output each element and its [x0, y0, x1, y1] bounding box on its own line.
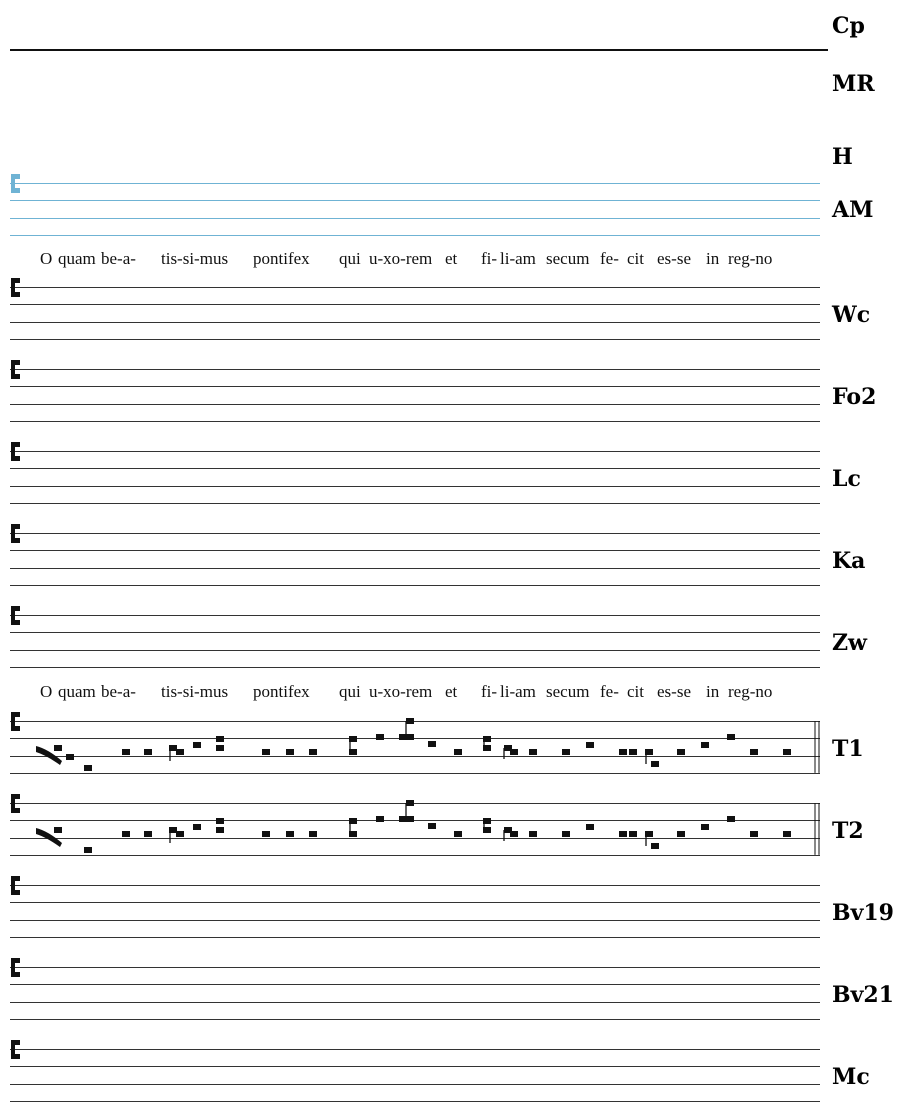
c-clef-icon [15, 876, 20, 881]
lyric-syllable: es-se [657, 682, 691, 701]
neume-note [144, 831, 152, 837]
c-clef-icon [15, 442, 20, 447]
siglum-zw[interactable]: Zw [832, 630, 867, 656]
c-clef-icon [11, 712, 15, 731]
neume-note [216, 827, 224, 833]
siglum-ka[interactable]: Ka [832, 548, 866, 574]
neume-note [677, 831, 685, 837]
lyric-syllable: cit [627, 682, 644, 701]
lyric-syllable: qui [339, 682, 361, 701]
lyric-syllable: pontifex [253, 682, 310, 701]
neume-note [529, 749, 537, 755]
neume-note [677, 749, 685, 755]
c-clef-icon [11, 278, 15, 297]
neume-note [84, 765, 92, 771]
neume-note [193, 742, 201, 748]
neume-note [216, 736, 224, 742]
c-clef-icon [15, 808, 20, 813]
siglum-t1[interactable]: T1 [832, 736, 864, 762]
neume-note [701, 742, 709, 748]
lyric-syllable: fi- [481, 682, 498, 701]
lyric-syllable: et [445, 249, 458, 268]
c-clef-icon [15, 712, 20, 717]
c-clef-icon [15, 360, 20, 365]
neume-note [144, 749, 152, 755]
c-clef-icon [15, 538, 20, 543]
neume-note [406, 800, 414, 806]
neume-note [309, 831, 317, 837]
lyric-syllable: quam [58, 682, 96, 701]
neume-note [586, 824, 594, 830]
c-clef-icon [15, 278, 20, 283]
lyric-syllable: tis-si-mus [161, 682, 229, 701]
neume-note [376, 734, 384, 740]
c-clef-icon [15, 972, 20, 977]
c-clef-icon [15, 890, 20, 895]
lyric-syllable: fe- [600, 249, 619, 268]
lyric-syllable: fi- [481, 249, 498, 268]
neume-note [454, 831, 462, 837]
neume-note [376, 816, 384, 822]
lyric-syllable: O [40, 682, 53, 701]
neume-note [216, 818, 224, 824]
neume-note [529, 831, 537, 837]
neume-note [510, 749, 518, 755]
lyric-syllable: et [445, 682, 458, 701]
c-clef-icon [11, 442, 15, 461]
neume-note [66, 754, 74, 760]
neume-note [629, 749, 637, 755]
c-clef-icon [11, 360, 15, 379]
neume-note [54, 827, 62, 833]
c-clef-icon [15, 374, 20, 379]
neume-note [727, 816, 735, 822]
neume-note [176, 749, 184, 755]
lyric-syllable: fe- [600, 682, 619, 701]
neume-note [783, 749, 791, 755]
neume-note [619, 749, 627, 755]
lyric-syllable: pontifex [253, 249, 310, 268]
siglum-t2[interactable]: T2 [832, 818, 864, 844]
neume-note [406, 734, 414, 740]
neume-note [562, 749, 570, 755]
c-clef-icon [11, 524, 15, 543]
c-clef-icon [15, 1054, 20, 1059]
lyric-syllable: be-a- [101, 682, 136, 701]
lyric-syllable: cit [627, 249, 644, 268]
lyric-syllable: quam [58, 249, 96, 268]
c-clef-icon [15, 174, 20, 179]
lyric-syllable: secum [546, 249, 590, 268]
neume-note [406, 816, 414, 822]
neume-note [454, 749, 462, 755]
lyric-syllable: u-xo-rem [369, 249, 433, 268]
c-clef-icon [15, 606, 20, 611]
lyric-syllable: in [706, 682, 720, 701]
neume-note [562, 831, 570, 837]
c-clef-icon [15, 524, 20, 529]
lyric-syllable: qui [339, 249, 361, 268]
neume-note [651, 761, 659, 767]
c-clef-icon [11, 876, 15, 895]
siglum-cp[interactable]: Cp [832, 13, 865, 39]
lyric-syllable: u-xo-rem [369, 682, 433, 701]
lyric-syllable: O [40, 249, 53, 268]
siglum-mr[interactable]: MR [832, 71, 875, 97]
neume-note [783, 831, 791, 837]
c-clef-icon [11, 606, 15, 625]
lyric-syllable: secum [546, 682, 590, 701]
neume-note [262, 831, 270, 837]
neume-note [619, 831, 627, 837]
c-clef-icon [11, 174, 15, 193]
siglum-wc[interactable]: Wc [832, 302, 871, 328]
neume-note [216, 745, 224, 751]
neume-note [651, 843, 659, 849]
neume-note [84, 847, 92, 853]
siglum-bv19[interactable]: Bv19 [832, 900, 894, 926]
lyric-syllable: tis-si-mus [161, 249, 229, 268]
siglum-mc[interactable]: Mc [832, 1064, 870, 1090]
neume-note [54, 745, 62, 751]
neume-note [727, 734, 735, 740]
c-clef-icon [15, 456, 20, 461]
neume-note [286, 831, 294, 837]
siglum-fo2[interactable]: Fo2 [832, 384, 877, 410]
neume-note [428, 823, 436, 829]
neume-note [750, 831, 758, 837]
lyric-syllable: li-am [500, 682, 536, 701]
neume-note [428, 741, 436, 747]
lyric-syllable: es-se [657, 249, 691, 268]
siglum-am[interactable]: AM [832, 197, 874, 223]
neume-note [701, 824, 709, 830]
neume-note [586, 742, 594, 748]
neume-note [122, 749, 130, 755]
neume-note [122, 831, 130, 837]
neume-note [176, 831, 184, 837]
c-clef-icon [15, 1040, 20, 1045]
neume-note [309, 749, 317, 755]
neume-note [286, 749, 294, 755]
neume-note [750, 749, 758, 755]
neume-note [406, 718, 414, 724]
lyric-syllable: li-am [500, 249, 536, 268]
siglum-h[interactable]: H [832, 144, 853, 170]
neume-note [510, 831, 518, 837]
neume-note [262, 749, 270, 755]
c-clef-icon [15, 726, 20, 731]
siglum-bv21[interactable]: Bv21 [832, 982, 894, 1008]
c-clef-icon [15, 620, 20, 625]
c-clef-icon [11, 794, 15, 813]
lyric-syllable: reg-no [728, 682, 773, 701]
c-clef-icon [11, 958, 15, 977]
c-clef-icon [15, 292, 20, 297]
neume-note [193, 824, 201, 830]
c-clef-icon [15, 188, 20, 193]
lyric-syllable: reg-no [728, 249, 773, 268]
lyric-syllable: in [706, 249, 720, 268]
neume-note [629, 831, 637, 837]
c-clef-icon [15, 794, 20, 799]
c-clef-icon [15, 958, 20, 963]
c-clef-icon [11, 1040, 15, 1059]
siglum-lc[interactable]: Lc [832, 466, 861, 492]
lyric-syllable: be-a- [101, 249, 136, 268]
